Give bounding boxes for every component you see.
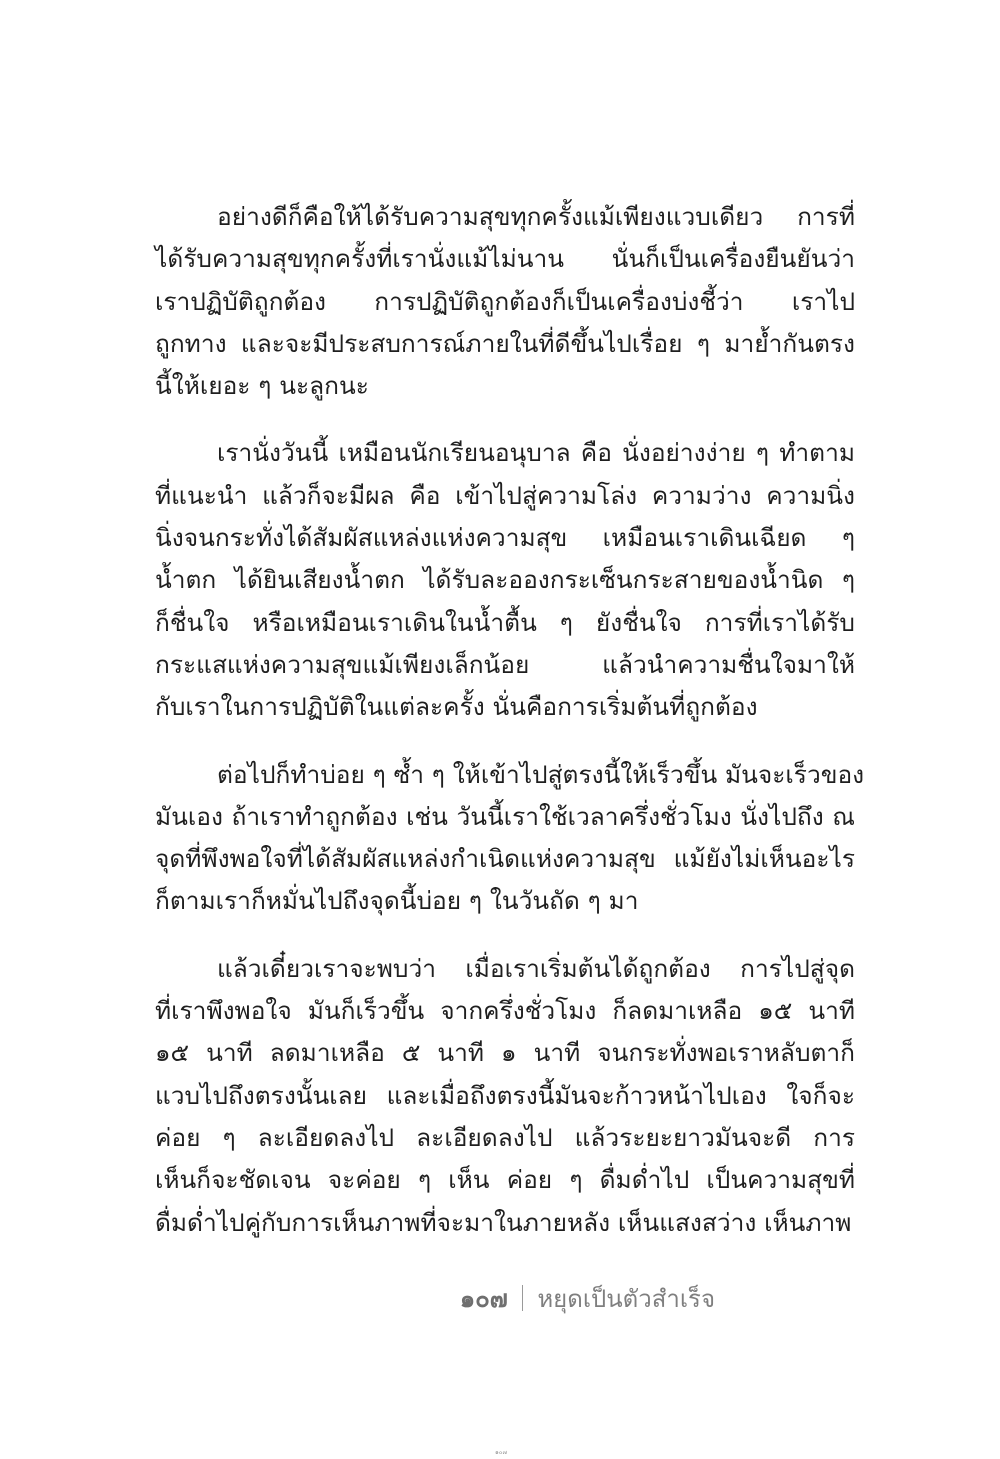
text-line: เราปฏิบัติถูกต้อง การปฏิบัติถูกต้องก็เป็นเครื่องบ่งชี้ว่า เราไป xyxy=(155,286,855,316)
page-number: ๑๐๗ xyxy=(459,1284,508,1313)
footer-divider xyxy=(522,1285,524,1311)
text-line: แล้วเดี๋ยวเราจะพบว่า เมื่อเราเริ่มต้นได้ถูกต้อง การไปสู่จุด xyxy=(217,953,855,983)
paragraph xyxy=(155,196,855,407)
text-line: จุดที่พึงพอใจที่ได้สัมผัสแหล่งกำเนิดแห่งความสุข แม้ยังไม่เห็นอะไร xyxy=(155,844,855,874)
bottom-page-mark: ๑๐๗ xyxy=(495,1449,507,1456)
text-line: น้ำตก ได้ยินเสียงน้ำตก ได้รับละอองกระเซ็นกระสายของน้ำนิด ๆ xyxy=(155,565,855,595)
text-line: ที่เราพึงพอใจ มันก็เร็วขึ้น จากครึ่งชั่วโมง ก็ลดมาเหลือ ๑๕ นาที xyxy=(155,996,855,1026)
body-text xyxy=(155,196,865,1269)
text-line: ถูกทาง และจะมีประสบการณ์ภายในที่ดีขึ้นไปเรื่อย ๆ มาย้ำกันตรง xyxy=(155,328,855,358)
book-title: หยุดเป็นตัวสำเร็จ xyxy=(537,1284,715,1313)
text-line: เห็นก็จะชัดเจน จะค่อย ๆ เห็น ค่อย ๆ ดื่มด่ำไป เป็นความสุขที่ xyxy=(155,1165,855,1195)
paragraph xyxy=(155,754,865,923)
page-footer xyxy=(460,1278,715,1318)
text-line: เรานั่งวันนี้ เหมือนนักเรียนอนุบาล คือ นั่งอย่างง่าย ๆ ทำตาม xyxy=(217,438,855,468)
text-line: ที่แนะนำ แล้วก็จะมีผล คือ เข้าไปสู่ความโล่ง ความว่าง ความนิ่ง xyxy=(155,480,855,510)
text-line: มันเอง ถ้าเราทำถูกต้อง เช่น วันนี้เราใช้เวลาครึ่งชั่วโมง นั่งไปถึง ณ xyxy=(155,801,855,831)
text-line: กับเราในการปฏิบัติในแต่ละครั้ง นั่นคือการเริ่มต้นที่ถูกต้อง xyxy=(155,692,758,722)
paragraph xyxy=(155,432,855,728)
paragraph xyxy=(155,948,855,1244)
text-line: ได้รับความสุขทุกครั้งที่เรานั่งแม้ไม่นาน นั่นก็เป็นเครื่องยืนยันว่า xyxy=(155,244,855,274)
text-line: กระแสแห่งความสุขแม้เพียงเล็กน้อย แล้วนำความชื่นใจมาให้ xyxy=(155,649,855,679)
text-line: ๑๕ นาที ลดมาเหลือ ๕ นาที ๑ นาที จนกระทั่งพอเราหลับตาก็ xyxy=(155,1038,855,1068)
text-line: ก็ชื่นใจ หรือเหมือนเราเดินในน้ำตื้น ๆ ยังชื่นใจ การที่เราได้รับ xyxy=(155,607,855,637)
text-line: ค่อย ๆ ละเอียดลงไป ละเอียดลงไป แล้วระยะยาวมันจะดี การ xyxy=(155,1122,855,1152)
text-line: นิ่งจนกระทั่งได้สัมผัสแหล่งแห่งความสุข เหมือนเราเดินเฉียด ๆ xyxy=(155,523,855,553)
text-line: อย่างดีก็คือให้ได้รับความสุขทุกครั้งแม้เพียงแวบเดียว การที่ xyxy=(217,202,855,231)
text-line: นี้ให้เยอะ ๆ นะลูกนะ xyxy=(155,371,369,401)
text-line: ต่อไปก็ทำบ่อย ๆ ซ้ำ ๆ ให้เข้าไปสู่ตรงนี้ให้เร็วขึ้น มันจะเร็วของ xyxy=(217,759,865,789)
text-line: ดื่มด่ำไปคู่กับการเห็นภาพที่จะมาในภายหลัง เห็นแสงสว่าง เห็นภาพ xyxy=(155,1207,852,1237)
text-line: แวบไปถึงตรงนั้นเลย และเมื่อถึงตรงนี้มันจะก้าวหน้าไปเอง ใจก็จะ xyxy=(155,1080,855,1110)
text-line: ก็ตามเราก็หมั่นไปถึงจุดนี้บ่อย ๆ ในวันถัด ๆ มา xyxy=(155,886,639,916)
